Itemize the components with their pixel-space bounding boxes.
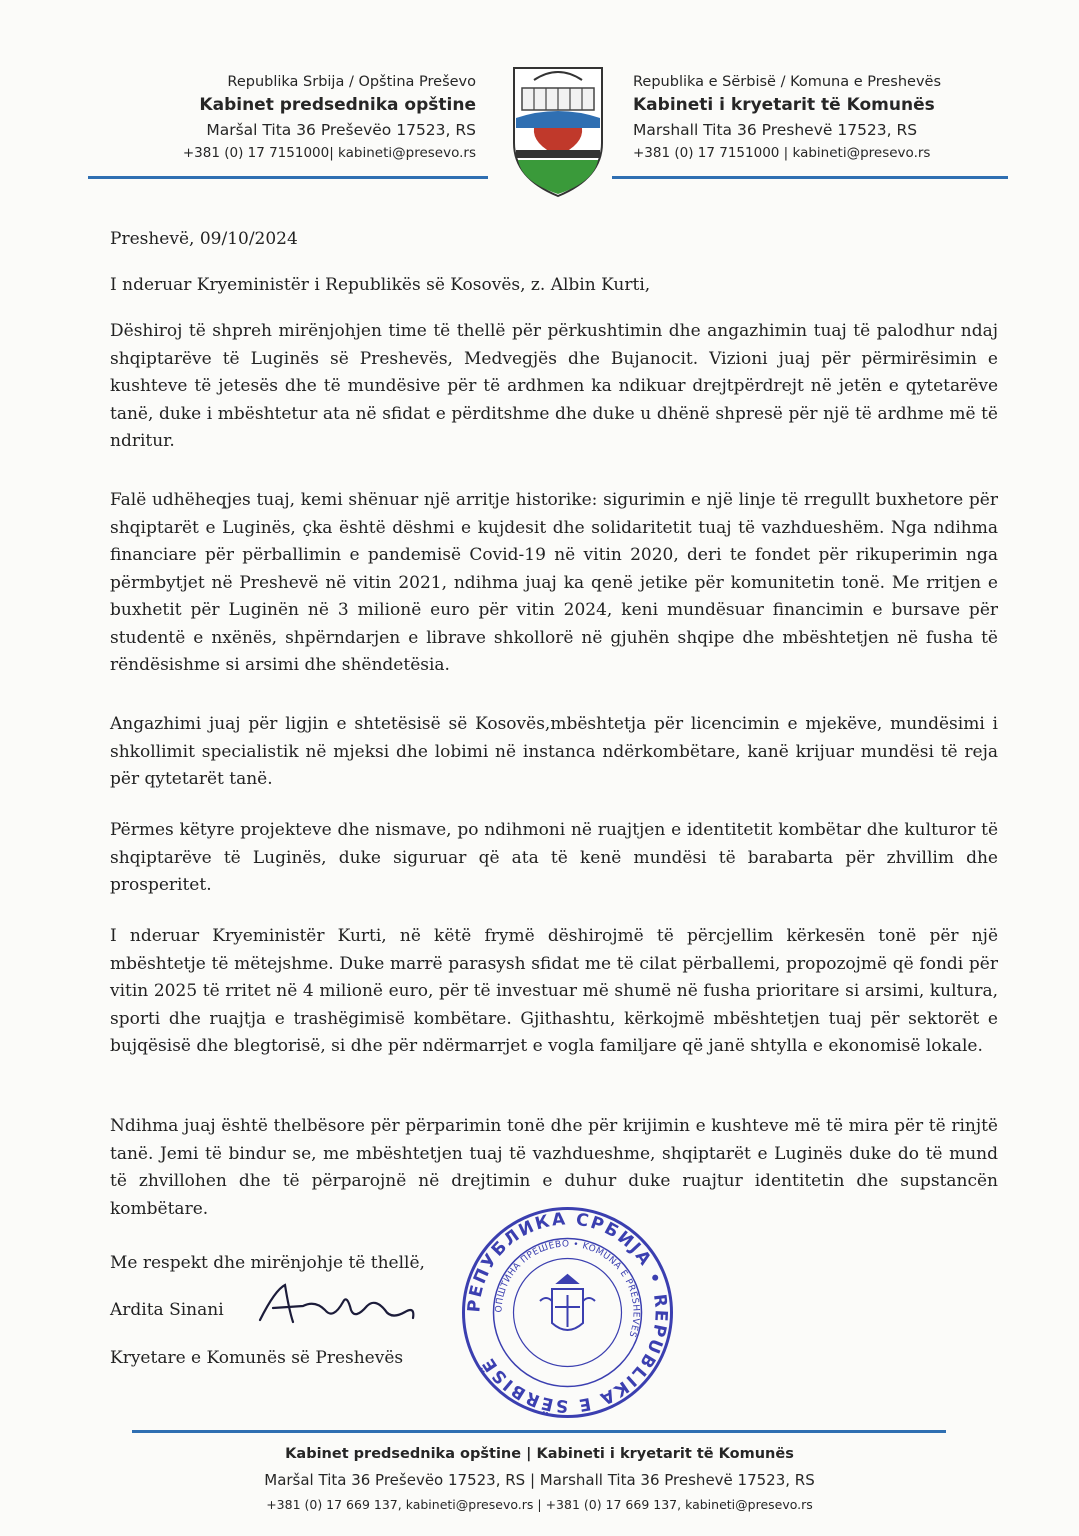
header-right-rule [612, 176, 1008, 179]
letter-paragraph-3: Angazhimi juaj për ligjin e shtetësisë së Kosovës,mbështetja për licencimin e mjekëve, mundësimi i shkollimit specialistik në mjeksi dhe lobimi në instanca ndërkombëtare, kanë krijuar mundësi të reja për qytetarët tanë. [110, 714, 998, 789]
header-left-address: Maršal Tita 36 Preševëo 17523, RS [206, 121, 476, 139]
municipality-crest-icon [504, 58, 612, 198]
header-left-block [130, 72, 476, 165]
stamp-inner-text: ОПШТИНА ПРЕШЕВО • KOMUNA E PRESHEVËS [494, 1239, 641, 1339]
official-stamp [460, 1205, 675, 1420]
letter-paragraph-6: Ndihma juaj është thelbësore për përparimin tonë dhe për krijimin e kushteve më të mira për të rinjtë tanë. Jemi të bindur se, me mbështetjen tuaj të vazhdueshme, shqiptarët e Luginës duke do të mund të zhvillohen dhe të përparojnë në drejtimin e duhur duke ruajtur identitetin dhe supstancën kombëtare. [110, 1116, 998, 1219]
footer-contact: +381 (0) 17 669 137, kabineti@presevo.rs | +381 (0) 17 669 137, kabineti@presevo.rs [266, 1497, 813, 1512]
signer-name: Ardita Sinani [110, 1300, 224, 1320]
stamp-outer-text: РЕПУБЛИКА СРБИЈА • REPUBLIKA E SËRBISË [464, 1209, 671, 1416]
header-right-title: Kabineti i kryetarit të Komunës [633, 95, 935, 115]
letter-salutation: I nderuar Kryeministër i Republikës së Kosovës, z. Albin Kurti, [110, 275, 651, 295]
header-right-line1: Republika e Sërbisë / Komuna e Preshevës [633, 74, 942, 90]
footer-rule [132, 1430, 946, 1433]
letter-paragraph-4: Përmes këtyre projekteve dhe nismave, po ndihmoni në ruajtjen e identitetit kombëtar dhe kulturor të shqiptarëve të Luginës, duke siguruar që ata të kenë mundësi të barabarta për zhvillim dhe prosperitet. [110, 820, 998, 895]
letter-paragraph-2: Falë udhëheqjes tuaj, kemi shënuar një arritje historike: sigurimin e një linje të rregullt buxhetore për shqiptarët e Luginës, çka është dëshmi e kujdesit dhe solidaritetit tuaj të vazhdueshëm. Nga ndihma financiare për përballimin e pandemisë Covid-19 në vitin 2020, deri te fondet për rikuperimin nga përmbytjet në Preshevë në vitin 2021, ndihma juaj ka qenë jetike për komunitetin tonë. Me rritjen e buxhetit për Luginën në 3 milionë euro për vitin 2024, keni mundësuar financimin e bursave për studentë e nxënës, shpërndarjen e librave shkollorë në gjuhën shqipe dhe mbështetjen në fusha të rëndësishme si arsimi dhe shëndetësia. [110, 490, 998, 675]
handwritten-signature [255, 1280, 420, 1335]
letter-closing: Me respekt dhe mirënjohje të thellë, [110, 1253, 425, 1273]
letter-paragraph-5: I nderuar Kryeministër Kurti, në këtë frymë dëshirojmë të përcjellim kërkesën tonë për një mbështetje të mëtejshme. Duke marrë parasysh sfidat me të cilat përballemi, propozojmë që fondi për vitin 2025 të rritet në 4 milionë euro, për të investuar më shumë në fusha prioritare si arsimi, kultura, sporti dhe ruajtja e trashëgimisë kombëtare. Gjithashtu, kërkojmë mbështetjen tuaj për sektorët e bujqësisë dhe blegtorisë, si dhe për ndërmarrjet e vogla familjare që janë shtylla e ekonomisë lokale. [110, 926, 998, 1056]
signer-title: Kryetare e Komunës së Preshevës [110, 1348, 404, 1368]
header-left-line1: Republika Srbija / Opština Preševo [227, 74, 476, 90]
header-left-rule [88, 176, 488, 179]
header-right-address: Marshall Tita 36 Preshevë 17523, RS [633, 121, 918, 139]
footer-address: Maršal Tita 36 Preševëo 17523, RS | Marshall Tita 36 Preshevë 17523, RS [264, 1471, 815, 1489]
stamp-coat-of-arms-icon [540, 1275, 595, 1330]
letter-date: Preshevë, 09/10/2024 [110, 229, 298, 249]
header-right-contact: +381 (0) 17 7151000 | kabineti@presevo.rs [633, 145, 931, 161]
header-right-block [633, 72, 993, 165]
header-left-title: Kabinet predsednika opštine [199, 95, 476, 115]
footer-title: Kabinet predsednika opštine | Kabineti i kryetarit të Komunës [285, 1446, 794, 1462]
letter-paragraph-1: Dëshiroj të shpreh mirënjohjen time të thellë për përkushtimin dhe angazhimin tuaj të palodhur ndaj shqiptarëve të Luginës së Preshevës, Medvegjës dhe Bujanocit. Vizioni juaj për përmirësimin e kushteve të jetesës dhe të mundësive për të ardhmen ka ndikuar drejtpërdrejt në jetën e qytetarëve tanë, duke i mbështetur ata në sfidat e përditshme dhe duke u dhënë shpresë për një të ardhme më të ndritur. [110, 321, 998, 451]
header-left-contact: +381 (0) 17 7151000| kabineti@presevo.rs [182, 145, 476, 161]
